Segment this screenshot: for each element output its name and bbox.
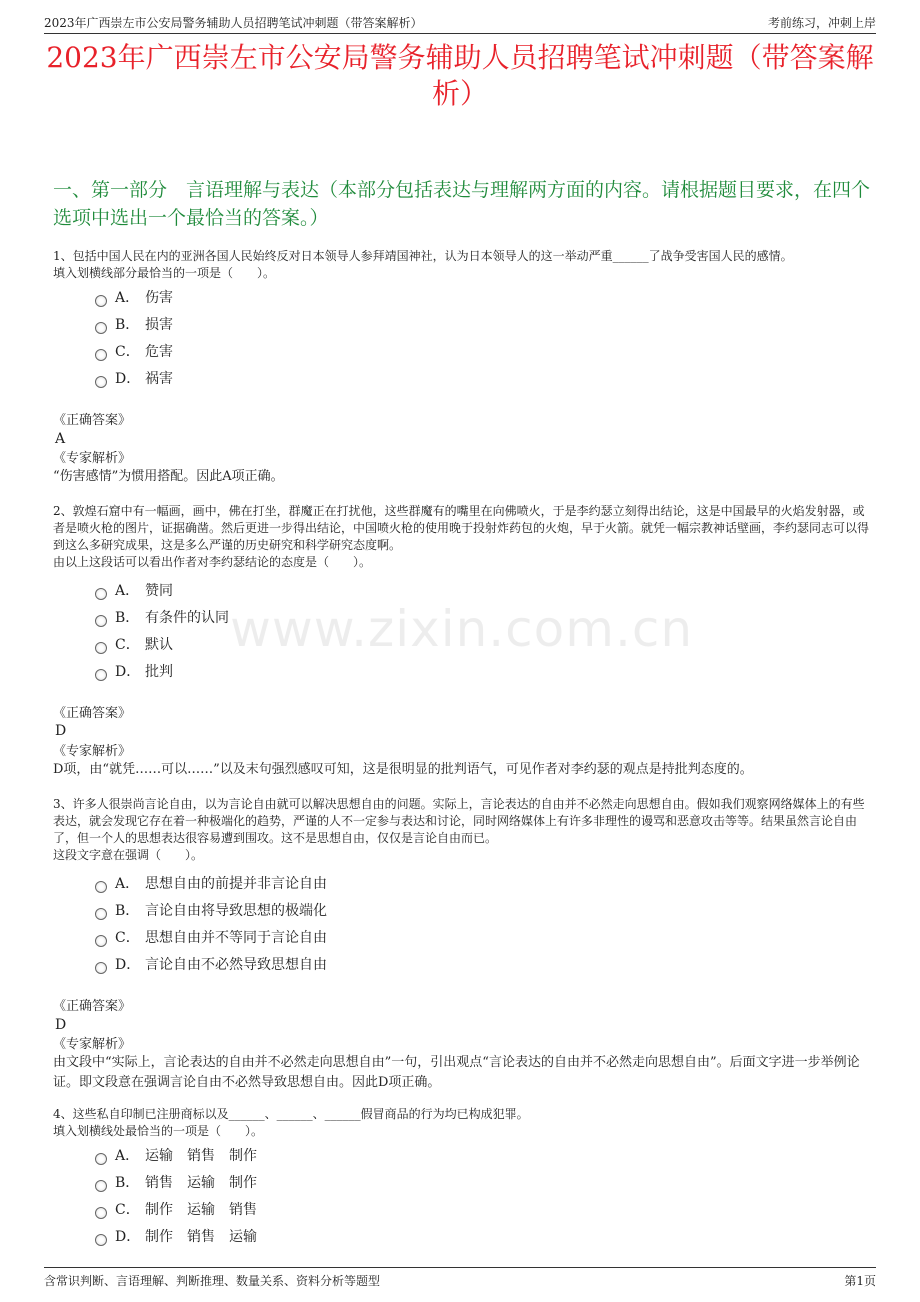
radio-icon[interactable] <box>95 588 107 600</box>
page-number: 第1页 <box>844 1274 876 1288</box>
analysis-label: 《专家解析》 <box>53 451 132 466</box>
analysis-label: 《专家解析》 <box>53 1037 132 1052</box>
question-prompt: 这段文字意在强调（ ）。 <box>53 848 204 862</box>
radio-icon[interactable] <box>95 642 107 654</box>
analysis-text: 由文段中“实际上，言论表达的自由并不必然走向思想自由”一句，引出观点“言论表达的自由并不必然走向思想自由”。后面文字进一步举例论证。即文段意在强调言论自由不必然导致思想自由。因此D项正确。 <box>53 1055 860 1090</box>
option-3c[interactable]: C． 思想自由并不等同于言论自由 <box>95 928 327 948</box>
option-2b[interactable]: B． 有条件的认同 <box>95 608 229 628</box>
analysis-label: 《专家解析》 <box>53 744 132 759</box>
option-4a[interactable]: A． 运输 销售 制作 <box>95 1146 257 1166</box>
analysis-text: D项，由“就凭……可以……”以及末句强烈感叹可知，这是很明显的批判语气，可见作者对李约瑟的观点是持批判态度的。 <box>53 762 753 777</box>
radio-icon[interactable] <box>95 376 107 388</box>
option-1b[interactable]: B． 损害 <box>95 315 173 335</box>
question-stem: 1、包括中国人民在内的亚洲各国人民始终反对日本领导人参拜靖国神社，认为日本领导人的这一举动严重______了战争受害国人民的感情。 <box>53 249 793 263</box>
radio-icon[interactable] <box>95 349 107 361</box>
option-4c[interactable]: C． 制作 运输 销售 <box>95 1200 257 1220</box>
question-1 <box>53 248 876 282</box>
option-2c[interactable]: C． 默认 <box>95 635 173 655</box>
question-stem: 3、许多人很崇尚言论自由，以为言论自由就可以解决思想自由的问题。实际上，言论表达的自由并不必然走向思想自由。假如我们观察网络媒体上的有些表达，就会发现它存在着一种极端化的趋势，严谨的人不一定参与表达和讨论，同时网络媒体上有许多非理性的谩骂和恶意攻击等等。结果虽然言论自由了，但一个人的思想表达很容易遭到围攻。这不是思想自由，仅仅是言论自由而已。 <box>53 797 865 845</box>
option-1d[interactable]: D． 祸害 <box>95 369 173 389</box>
option-3d[interactable]: D． 言论自由不必然导致思想自由 <box>95 955 327 975</box>
analysis-text: “伤害感情”为惯用搭配。因此A项正确。 <box>53 469 284 484</box>
radio-icon[interactable] <box>95 1234 107 1246</box>
answer-label: 《正确答案》 <box>53 413 132 428</box>
radio-icon[interactable] <box>95 908 107 920</box>
radio-icon[interactable] <box>95 1180 107 1192</box>
answer-value: A <box>55 431 66 447</box>
option-4d[interactable]: D． 制作 销售 运输 <box>95 1227 257 1247</box>
question-prompt: 填入划横线部分最恰当的一项是（ ）。 <box>53 266 276 280</box>
header-slogan: 考前练习，冲刺上岸 <box>767 16 876 30</box>
page-title: 2023年广西崇左市公安局警务辅助人员招聘笔试冲刺题（带答案解析） <box>46 41 874 110</box>
question-3 <box>53 796 876 864</box>
question-prompt: 由以上这段话可以看出作者对李约瑟结论的态度是（ ）。 <box>53 555 372 569</box>
header-doc-title: 2023年广西崇左市公安局警务辅助人员招聘笔试冲刺题（带答案解析） <box>44 16 423 30</box>
question-2 <box>53 503 876 571</box>
option-3a[interactable]: A． 思想自由的前提并非言论自由 <box>95 874 327 894</box>
option-1c[interactable]: C． 危害 <box>95 342 173 362</box>
radio-icon[interactable] <box>95 615 107 627</box>
question-stem: 2、敦煌石窟中有一幅画，画中，佛在打坐，群魔正在打扰他，这些群魔有的嘴里在向佛喷火，于是李约瑟立刻得出结论，这是中国最早的火焰发射器，或者是喷火枪的图片，证据确凿。然后更进一步得出结论，中国喷火枪的使用晚于投射炸药包的火炮，早于火箭。就凭一幅宗教神话壁画，李约瑟同志可以得到这么多研究成果，这是多么严谨的历史研究和科学研究态度啊。 <box>53 504 870 552</box>
answer-value: D <box>55 723 67 739</box>
radio-icon[interactable] <box>95 962 107 974</box>
radio-icon[interactable] <box>95 669 107 681</box>
answer-label: 《正确答案》 <box>53 999 132 1014</box>
question-4 <box>53 1106 876 1140</box>
footer-description: 含常识判断、言语理解、判断推理、数量关系、资料分析等题型 <box>44 1274 381 1288</box>
page-footer <box>44 1267 876 1290</box>
radio-icon[interactable] <box>95 1153 107 1165</box>
question-stem: 4、这些私自印制已注册商标以及______、______、______假冒商品的行为均已构成犯罪。 <box>53 1107 529 1121</box>
answer-label: 《正确答案》 <box>53 706 132 721</box>
radio-icon[interactable] <box>95 881 107 893</box>
option-4b[interactable]: B． 销售 运输 制作 <box>95 1173 257 1193</box>
option-3b[interactable]: B． 言论自由将导致思想的极端化 <box>95 901 327 921</box>
radio-icon[interactable] <box>95 1207 107 1219</box>
option-2d[interactable]: D． 批判 <box>95 662 173 682</box>
radio-icon[interactable] <box>95 322 107 334</box>
option-2a[interactable]: A． 赞同 <box>95 581 173 601</box>
page-header <box>44 11 876 34</box>
radio-icon[interactable] <box>95 295 107 307</box>
radio-icon[interactable] <box>95 935 107 947</box>
section-heading: 一、第一部分 言语理解与表达（本部分包括表达与理解两方面的内容。请根据题目要求，在四个选项中选出一个最恰当的答案。） <box>53 179 871 229</box>
option-1a[interactable]: A． 伤害 <box>95 288 173 308</box>
question-prompt: 填入划横线处最恰当的一项是（ ）。 <box>53 1124 264 1138</box>
answer-value: D <box>55 1017 67 1033</box>
watermark: www.zixin.com.cn <box>230 600 694 658</box>
